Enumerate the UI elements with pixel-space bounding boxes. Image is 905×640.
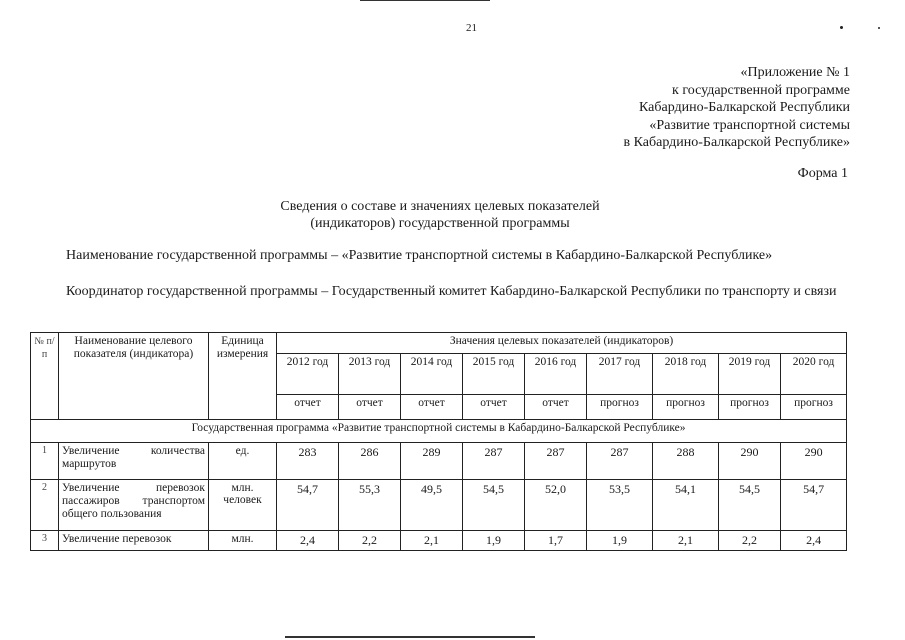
row-value: 1,9 bbox=[587, 531, 653, 551]
kind-cell: отчет bbox=[525, 395, 587, 420]
appendix-line: в Кабардино-Балкарской Республике» bbox=[623, 135, 850, 150]
row-name: Увеличение перевозок bbox=[59, 531, 209, 551]
row-value: 288 bbox=[653, 443, 719, 480]
header-num: № п/п bbox=[31, 333, 59, 420]
appendix-line: «Развитие транспортной системы bbox=[649, 117, 850, 133]
kind-cell: отчет bbox=[277, 395, 339, 420]
scan-mark bbox=[878, 27, 880, 29]
row-value: 287 bbox=[525, 443, 587, 480]
table-row bbox=[31, 480, 847, 531]
row-value: 287 bbox=[587, 443, 653, 480]
form-label: Форма 1 bbox=[797, 166, 848, 181]
header-unit: Единица измерения bbox=[209, 333, 277, 420]
document-heading bbox=[180, 198, 700, 232]
row-value: 287 bbox=[463, 443, 525, 480]
header-values: Значения целевых показателей (индикаторов) bbox=[277, 333, 847, 354]
row-value: 2,4 bbox=[277, 531, 339, 551]
row-value: 52,0 bbox=[525, 480, 587, 531]
row-name: Увеличение перевозок пассажиров транспортом общего пользования bbox=[59, 480, 209, 531]
row-unit: млн. bbox=[209, 531, 277, 551]
year-cell: 2017 год bbox=[587, 354, 653, 395]
kind-cell: прогноз bbox=[781, 395, 847, 420]
year-cell: 2012 год bbox=[277, 354, 339, 395]
scan-mark bbox=[840, 26, 843, 29]
row-value: 290 bbox=[719, 443, 781, 480]
year-cell: 2015 год bbox=[463, 354, 525, 395]
row-value: 54,5 bbox=[463, 480, 525, 531]
row-value: 2,2 bbox=[339, 531, 401, 551]
header-name: Наименование целевого показателя (индикатора) bbox=[59, 333, 209, 420]
year-cell: 2018 год bbox=[653, 354, 719, 395]
appendix-line: к государственной программе bbox=[672, 82, 850, 98]
kind-cell: отчет bbox=[401, 395, 463, 420]
program-row-title: Государственная программа «Развитие транспортной системы в Кабардино-Балкарской Республике» bbox=[31, 420, 847, 443]
kind-cell: прогноз bbox=[719, 395, 781, 420]
row-value: 2,1 bbox=[401, 531, 463, 551]
row-value: 54,7 bbox=[781, 480, 847, 531]
row-value: 49,5 bbox=[401, 480, 463, 531]
kind-cell: отчет bbox=[339, 395, 401, 420]
row-num: 3 bbox=[31, 531, 59, 551]
row-value: 54,7 bbox=[277, 480, 339, 531]
kind-cell: отчет bbox=[463, 395, 525, 420]
kind-cell: прогноз bbox=[653, 395, 719, 420]
row-num: 1 bbox=[31, 443, 59, 480]
row-value: 289 bbox=[401, 443, 463, 480]
appendix-line: «Приложение № 1 bbox=[740, 65, 850, 80]
program-name: Наименование государственной программы – «Развитие транспортной системы в Кабардино-Балкарской Республике» bbox=[66, 248, 773, 263]
appendix-block bbox=[624, 64, 850, 152]
row-value: 290 bbox=[781, 443, 847, 480]
table-row bbox=[31, 443, 847, 480]
page-number: 21 bbox=[466, 22, 477, 34]
bottom-rule bbox=[285, 636, 535, 638]
row-value: 53,5 bbox=[587, 480, 653, 531]
year-cell: 2013 год bbox=[339, 354, 401, 395]
row-value: 54,1 bbox=[653, 480, 719, 531]
header-row bbox=[31, 333, 847, 354]
heading-line-2: (индикаторов) государственной программы bbox=[310, 216, 570, 231]
row-name: Увеличение количества маршрутов bbox=[59, 443, 209, 480]
row-value: 1,9 bbox=[463, 531, 525, 551]
top-rule bbox=[360, 0, 490, 1]
year-cell: 2016 год bbox=[525, 354, 587, 395]
year-cell: 2020 год bbox=[781, 354, 847, 395]
coordinator: Координатор государственной программы – Государственный комитет Кабардино-Балкарской Республики по транспорту и связи bbox=[66, 284, 837, 299]
year-cell: 2019 год bbox=[719, 354, 781, 395]
row-value: 55,3 bbox=[339, 480, 401, 531]
row-value: 2,4 bbox=[781, 531, 847, 551]
kind-cell: прогноз bbox=[587, 395, 653, 420]
program-row bbox=[31, 420, 847, 443]
row-unit: ед. bbox=[209, 443, 277, 480]
heading-line-1: Сведения о составе и значениях целевых показателей bbox=[280, 199, 600, 214]
row-value: 283 bbox=[277, 443, 339, 480]
row-value: 1,7 bbox=[525, 531, 587, 551]
row-unit: млн. человек bbox=[209, 480, 277, 531]
row-num: 2 bbox=[31, 480, 59, 531]
row-value: 286 bbox=[339, 443, 401, 480]
row-value: 2,1 bbox=[653, 531, 719, 551]
row-value: 54,5 bbox=[719, 480, 781, 531]
row-value: 2,2 bbox=[719, 531, 781, 551]
table-row bbox=[31, 531, 847, 551]
indicators-table bbox=[30, 332, 847, 551]
year-cell: 2014 год bbox=[401, 354, 463, 395]
appendix-line: Кабардино-Балкарской Республики bbox=[639, 100, 850, 115]
